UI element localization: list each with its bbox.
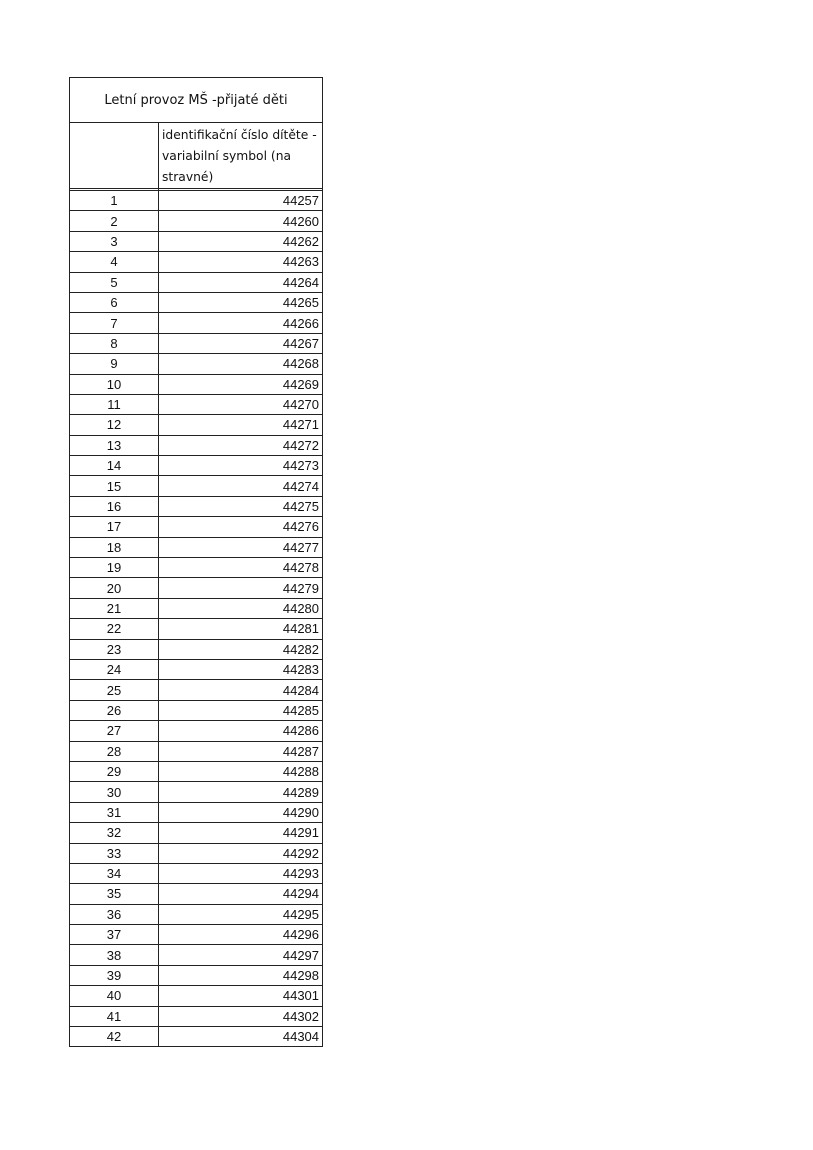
- row-number: 2: [70, 211, 159, 231]
- row-number: 34: [70, 863, 159, 883]
- row-number: 17: [70, 517, 159, 537]
- child-id: 44277: [159, 537, 323, 557]
- child-id: 44267: [159, 333, 323, 353]
- row-number: 28: [70, 741, 159, 761]
- table-row: [70, 659, 323, 679]
- row-number: 35: [70, 884, 159, 904]
- table-row: [70, 456, 323, 476]
- row-number: 15: [70, 476, 159, 496]
- row-number: 41: [70, 1006, 159, 1026]
- row-number: 9: [70, 354, 159, 374]
- children-table: [69, 77, 323, 1047]
- row-number: 32: [70, 823, 159, 843]
- table-row: [70, 272, 323, 292]
- row-number: 22: [70, 619, 159, 639]
- table-row: [70, 415, 323, 435]
- row-number: 3: [70, 231, 159, 251]
- child-id: 44302: [159, 1006, 323, 1026]
- child-id: 44286: [159, 721, 323, 741]
- child-id: 44294: [159, 884, 323, 904]
- table-row: [70, 823, 323, 843]
- header-number-cell: [70, 123, 159, 189]
- row-number: 37: [70, 925, 159, 945]
- table-row: [70, 252, 323, 272]
- child-id: 44288: [159, 761, 323, 781]
- row-number: 24: [70, 659, 159, 679]
- table-row: [70, 904, 323, 924]
- table-row: [70, 394, 323, 414]
- child-id: 44291: [159, 823, 323, 843]
- table-row: [70, 598, 323, 618]
- row-number: 19: [70, 558, 159, 578]
- table-row: [70, 496, 323, 516]
- table-row: [70, 292, 323, 312]
- child-id: 44287: [159, 741, 323, 761]
- row-number: 40: [70, 986, 159, 1006]
- row-number: 26: [70, 700, 159, 720]
- row-number: 29: [70, 761, 159, 781]
- child-id: 44280: [159, 598, 323, 618]
- table-row: [70, 333, 323, 353]
- table-row: [70, 354, 323, 374]
- table-row: [70, 782, 323, 802]
- row-number: 11: [70, 394, 159, 414]
- table-row: [70, 925, 323, 945]
- child-id: 44293: [159, 863, 323, 883]
- table-row: [70, 843, 323, 863]
- title-row: [70, 78, 323, 123]
- table-row: [70, 802, 323, 822]
- child-id: 44296: [159, 925, 323, 945]
- child-id: 44274: [159, 476, 323, 496]
- table-body: [70, 78, 323, 1047]
- child-id: 44304: [159, 1027, 323, 1047]
- child-id: 44284: [159, 680, 323, 700]
- row-number: 31: [70, 802, 159, 822]
- table-row: [70, 986, 323, 1006]
- table-row: [70, 761, 323, 781]
- table-row: [70, 374, 323, 394]
- row-number: 36: [70, 904, 159, 924]
- row-number: 8: [70, 333, 159, 353]
- table-row: [70, 231, 323, 251]
- child-id: 44289: [159, 782, 323, 802]
- row-number: 18: [70, 537, 159, 557]
- table-row: [70, 619, 323, 639]
- child-id: 44270: [159, 394, 323, 414]
- row-number: 27: [70, 721, 159, 741]
- table-row: [70, 721, 323, 741]
- child-id: 44272: [159, 435, 323, 455]
- table-row: [70, 741, 323, 761]
- row-number: 12: [70, 415, 159, 435]
- row-number: 21: [70, 598, 159, 618]
- row-number: 20: [70, 578, 159, 598]
- child-id: 44266: [159, 313, 323, 333]
- table-row: [70, 435, 323, 455]
- header-row: [70, 123, 323, 189]
- table-row: [70, 578, 323, 598]
- table-row: [70, 945, 323, 965]
- table-row: [70, 313, 323, 333]
- table-row: [70, 517, 323, 537]
- child-id: 44271: [159, 415, 323, 435]
- row-number: 42: [70, 1027, 159, 1047]
- row-number: 5: [70, 272, 159, 292]
- child-id: 44281: [159, 619, 323, 639]
- table-row: [70, 211, 323, 231]
- child-id: 44264: [159, 272, 323, 292]
- table-row: [70, 965, 323, 985]
- row-number: 13: [70, 435, 159, 455]
- row-number: 1: [70, 191, 159, 211]
- row-number: 30: [70, 782, 159, 802]
- row-number: 6: [70, 292, 159, 312]
- child-id: 44282: [159, 639, 323, 659]
- child-id: 44273: [159, 456, 323, 476]
- row-number: 7: [70, 313, 159, 333]
- child-id: 44298: [159, 965, 323, 985]
- table-row: [70, 476, 323, 496]
- child-id: 44279: [159, 578, 323, 598]
- child-id: 44268: [159, 354, 323, 374]
- table-row: [70, 639, 323, 659]
- child-id: 44275: [159, 496, 323, 516]
- table-row: [70, 863, 323, 883]
- table-row: [70, 700, 323, 720]
- table-row: [70, 1006, 323, 1026]
- table-row: [70, 558, 323, 578]
- row-number: 25: [70, 680, 159, 700]
- child-id: 44290: [159, 802, 323, 822]
- child-id: 44269: [159, 374, 323, 394]
- child-id: 44257: [159, 191, 323, 211]
- row-number: 23: [70, 639, 159, 659]
- table-row: [70, 1027, 323, 1047]
- child-id: 44265: [159, 292, 323, 312]
- child-id: 44262: [159, 231, 323, 251]
- row-number: 39: [70, 965, 159, 985]
- child-id: 44297: [159, 945, 323, 965]
- table-row: [70, 537, 323, 557]
- child-id: 44292: [159, 843, 323, 863]
- child-id: 44301: [159, 986, 323, 1006]
- child-id: 44260: [159, 211, 323, 231]
- child-id: 44285: [159, 700, 323, 720]
- child-id: 44263: [159, 252, 323, 272]
- table-title: Letní provoz MŠ -přijaté děti: [70, 78, 323, 123]
- row-number: 4: [70, 252, 159, 272]
- row-number: 16: [70, 496, 159, 516]
- table-row: [70, 680, 323, 700]
- child-id: 44276: [159, 517, 323, 537]
- header-id-label: identifikační číslo dítěte - variabilní symbol (na stravné): [159, 123, 323, 189]
- table-row: [70, 191, 323, 211]
- row-number: 10: [70, 374, 159, 394]
- table-row: [70, 884, 323, 904]
- child-id: 44278: [159, 558, 323, 578]
- row-number: 33: [70, 843, 159, 863]
- child-id: 44283: [159, 659, 323, 679]
- row-number: 14: [70, 456, 159, 476]
- child-id: 44295: [159, 904, 323, 924]
- row-number: 38: [70, 945, 159, 965]
